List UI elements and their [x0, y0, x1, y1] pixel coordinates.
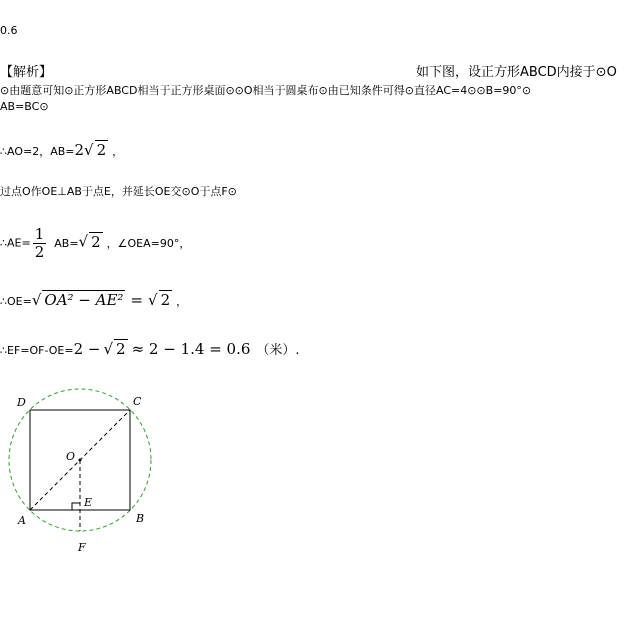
step5-prefix: ∴EF=OF-OE= [0, 344, 74, 357]
step4-prefix: ∴OE= [0, 295, 32, 308]
step1-radicand: 2 [96, 141, 107, 159]
point-o [79, 459, 82, 462]
step1-prefix: ∴AO=2，AB= [0, 145, 75, 158]
step4-suffix: ， [176, 295, 188, 308]
step3-denominator: 2 [34, 243, 45, 261]
step4-radicand: OA² − AE² [44, 291, 124, 309]
label-f: F [78, 541, 86, 554]
intro-text: 如下图，设正方形ABCD内接于⊙O [416, 65, 617, 80]
explanation-line-3: AB=BC⊙ [0, 100, 49, 113]
answer-text: 0.6 [0, 24, 18, 37]
step5-expr-b: ≈ 2 − 1.4 = 0.6 [131, 340, 251, 358]
step1-suffix: ， [112, 145, 124, 158]
step3-prefix: ∴AE= [0, 236, 31, 250]
label-b: B [136, 512, 145, 525]
label-e: E [84, 496, 93, 509]
step3-mid: AB= [54, 236, 79, 250]
label-d: D [17, 396, 26, 409]
step-ao-ab: ∴AO=2，AB=2√ 2 ， [0, 141, 124, 159]
step5-unit: （米）. [256, 343, 300, 358]
step3-numerator: 1 [34, 225, 45, 243]
step-ae: ∴AE= $\frac{1}{2}$ AB=√ 2 ，∠OEA=90°， [0, 225, 191, 261]
step5-expr-a: 2 − [73, 340, 101, 358]
step1-coef: 2 [74, 141, 85, 159]
label-c: C [133, 395, 142, 408]
step-construct-oe: 过点O作OE⊥AB于点E，并延长OE交⊙O于点F⊙ [0, 185, 237, 198]
analysis-label: 【解析】 [0, 65, 53, 80]
step-oe: ∴OE=√ OA² − AE² = √ 2 ， [0, 291, 188, 309]
step-ef: ∴EF=OF-OE=2 − √ 2 ≈ 2 − 1.4 = 0.6 （米）. [0, 340, 300, 358]
explanation-line-2: ⊙由题意可知⊙正方形ABCD相当于正方形桌面⊙⊙O相当于圆桌布⊙由已知条件可得⊙直径AC=4⊙⊙B=90°⊙ [0, 84, 532, 97]
step4-radicand-2: 2 [160, 291, 171, 309]
label-a: A [18, 514, 26, 527]
label-o: O [66, 450, 76, 463]
right-angle-mark [72, 503, 80, 510]
step3-radicand: 2 [91, 232, 101, 251]
step5-radicand: 2 [116, 340, 126, 358]
step3-angle: ，∠OEA=90°， [106, 236, 191, 250]
step4-eq: = [130, 291, 144, 309]
